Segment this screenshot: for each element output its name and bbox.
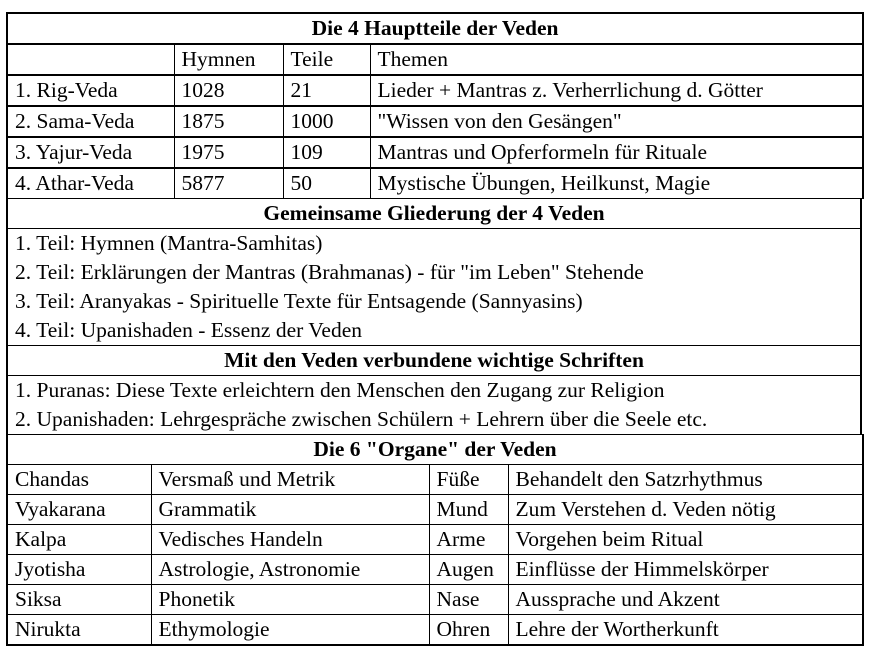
structure-table — [6, 198, 862, 346]
organ-cell: Arme — [429, 525, 508, 555]
structure-item: 1. Teil: Hymnen (Mantra-Samhitas) — [7, 229, 861, 259]
column-header-topics: Themen — [370, 44, 863, 75]
list-item — [7, 405, 861, 435]
hymns-cell: 5877 — [174, 168, 283, 199]
column-header-parts: Teile — [283, 44, 370, 75]
table-row — [7, 525, 863, 555]
scripture-item: 1. Puranas: Diese Texte erleichtern den Menschen den Zugang zur Religion — [7, 376, 861, 406]
parts-cell: 109 — [283, 137, 370, 168]
table-row — [7, 106, 863, 137]
organ-cell: Ohren — [429, 615, 508, 646]
structure-item: 4. Teil: Upanishaden - Essenz der Veden — [7, 316, 861, 346]
discipline-cell: Vyakarana — [7, 495, 151, 525]
subject-cell: Ethymologie — [151, 615, 429, 646]
veda-name-cell: 3. Yajur-Veda — [7, 137, 174, 168]
discipline-cell: Jyotisha — [7, 555, 151, 585]
table-row — [7, 465, 863, 495]
list-item — [7, 229, 861, 259]
section-title-scriptures: Mit den Veden verbundene wichtige Schriften — [7, 346, 861, 376]
table-row — [7, 585, 863, 615]
section-title-row — [7, 199, 861, 229]
topics-cell: Mantras und Opferformeln für Rituale — [370, 137, 863, 168]
section-title-row — [7, 435, 863, 465]
subject-cell: Astrologie, Astronomie — [151, 555, 429, 585]
main-parts-table — [6, 12, 864, 199]
list-item — [7, 316, 861, 346]
scripture-item: 2. Upanishaden: Lehrgespräche zwischen Schülern + Lehrern über die Seele etc. — [7, 405, 861, 435]
structure-item: 2. Teil: Erklärungen der Mantras (Brahmanas) - für "im Leben" Stehende — [7, 258, 861, 287]
description-cell: Behandelt den Satzrhythmus — [508, 465, 863, 495]
list-item — [7, 376, 861, 406]
structure-item: 3. Teil: Aranyakas - Spirituelle Texte für Entsagende (Sannyasins) — [7, 287, 861, 316]
table-row — [7, 495, 863, 525]
parts-cell: 21 — [283, 75, 370, 106]
topics-cell: "Wissen von den Gesängen" — [370, 106, 863, 137]
description-cell: Aussprache und Akzent — [508, 585, 863, 615]
hymns-cell: 1028 — [174, 75, 283, 106]
section-title-organs: Die 6 "Organe" der Veden — [7, 435, 863, 465]
subject-cell: Vedisches Handeln — [151, 525, 429, 555]
topics-cell: Lieder + Mantras z. Verherrlichung d. Götter — [370, 75, 863, 106]
description-cell: Zum Verstehen d. Veden nötig — [508, 495, 863, 525]
description-cell: Lehre der Wortherkunft — [508, 615, 863, 646]
section-title-main-parts: Die 4 Hauptteile der Veden — [7, 13, 863, 44]
subject-cell: Phonetik — [151, 585, 429, 615]
veda-name-cell: 4. Athar-Veda — [7, 168, 174, 199]
vedas-document — [6, 12, 862, 646]
section-title-row — [7, 346, 861, 376]
organ-cell: Füße — [429, 465, 508, 495]
section-title-row — [7, 13, 863, 44]
column-header-veda — [7, 44, 174, 75]
section-title-structure: Gemeinsame Gliederung der 4 Veden — [7, 199, 861, 229]
organ-cell: Mund — [429, 495, 508, 525]
parts-cell: 50 — [283, 168, 370, 199]
table-row — [7, 75, 863, 106]
discipline-cell: Nirukta — [7, 615, 151, 646]
table-row — [7, 615, 863, 646]
veda-name-cell: 2. Sama-Veda — [7, 106, 174, 137]
description-cell: Vorgehen beim Ritual — [508, 525, 863, 555]
hymns-cell: 1875 — [174, 106, 283, 137]
list-item — [7, 258, 861, 287]
subject-cell: Versmaß und Metrik — [151, 465, 429, 495]
discipline-cell: Kalpa — [7, 525, 151, 555]
table-row — [7, 555, 863, 585]
organs-table — [6, 434, 864, 646]
scriptures-table — [6, 345, 862, 435]
discipline-cell: Chandas — [7, 465, 151, 495]
topics-cell: Mystische Übungen, Heilkunst, Magie — [370, 168, 863, 199]
column-header-row — [7, 44, 863, 75]
description-cell: Einflüsse der Himmelskörper — [508, 555, 863, 585]
list-item — [7, 287, 861, 316]
column-header-hymns: Hymnen — [174, 44, 283, 75]
table-row — [7, 168, 863, 199]
organ-cell: Augen — [429, 555, 508, 585]
organ-cell: Nase — [429, 585, 508, 615]
parts-cell: 1000 — [283, 106, 370, 137]
discipline-cell: Siksa — [7, 585, 151, 615]
table-row — [7, 137, 863, 168]
subject-cell: Grammatik — [151, 495, 429, 525]
veda-name-cell: 1. Rig-Veda — [7, 75, 174, 106]
hymns-cell: 1975 — [174, 137, 283, 168]
